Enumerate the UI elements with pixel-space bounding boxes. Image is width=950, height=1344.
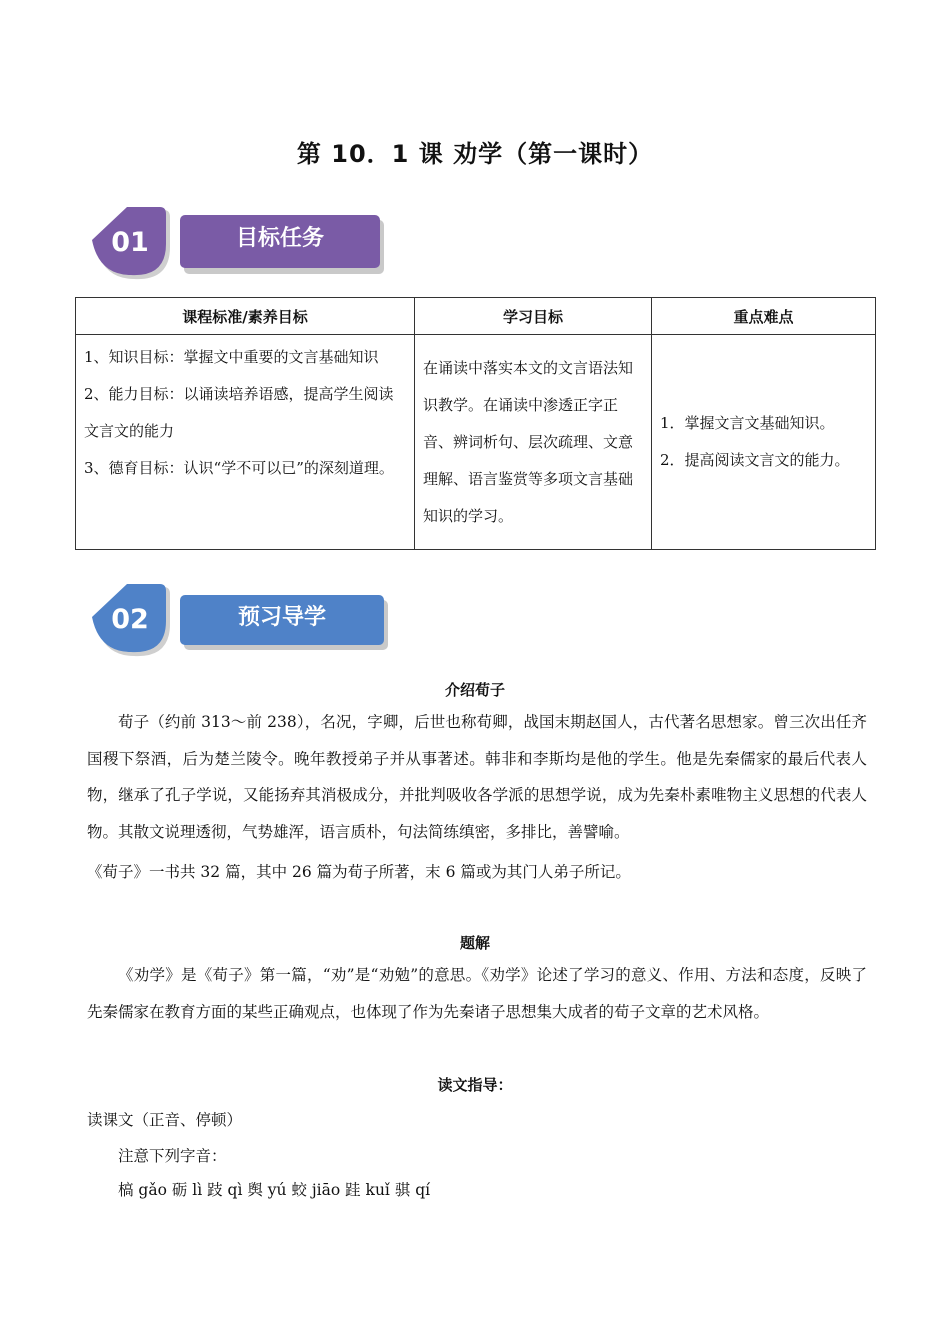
section-label-preview: 预习导学 [237,605,327,630]
table-header-row [76,298,876,335]
reading-line-2: 注意下列字音： [118,1147,227,1165]
tijie-heading: 题解 [459,934,490,952]
section-number-02: 02 [111,604,149,635]
section-badge-preview [90,584,400,664]
header-key-points: 重点难点 [652,298,876,335]
key-point-2: 2．提高阅读文言文的能力。 [660,451,850,469]
ability-goal: 2、能力目标：以诵读培养语感，提高学生阅读文言文的能力 [84,385,394,440]
intro-heading: 介绍荀子 [444,681,505,699]
reading-line-1: 读课文（正音、停顿） [87,1111,243,1129]
moral-goal: 3、德育目标：认识“学不可以已”的深刻道理。 [84,459,394,477]
header-standards: 课程标准/素养目标 [76,298,415,335]
learning-goals-cell: 在诵读中落实本文的文言语法知识教学。在诵读中渗透正字正音、辨词析句、层次疏理、文意理解、语言鉴赏等多项文言基础知识的学习。 [415,335,652,550]
key-point-1: 1．掌握文言文基础知识。 [660,414,835,432]
section-label-goals: 目标任务 [235,226,325,251]
intro-note: 《荀子》一书共 32 篇，其中 26 篇为荀子所著，末 6 篇或为其门人弟子所记。 [87,863,631,881]
header-learning-goals: 学习目标 [415,298,652,335]
reading-line-3: 槁 gǎo 砺 lì 跂 qì 舆 yú 蛟 jiāo 跬 kuǐ 骐 qí [118,1181,431,1199]
section-badge-goals [90,207,400,287]
standards-cell [76,335,415,550]
section-number-01: 01 [111,227,149,258]
reading-heading: 读文指导： [437,1076,513,1094]
tijie-paragraph: 《劝学》是《荀子》第一篇，“劝”是“劝勉”的意思。《劝学》论述了学习的意义、作用、方法和态度，反映了先秦儒家在教育方面的某些正确观点，也体现了作为先秦诸子思想集大成者的荀子文章的艺术风格。 [87,966,867,1021]
table-row [76,335,876,550]
knowledge-goal: 1、知识目标：掌握文中重要的文言基础知识 [84,348,379,366]
key-points-cell [652,335,876,550]
page-title: 第 10．1 课 劝学（第一课时） [296,140,654,168]
intro-paragraph: 荀子（约前 313～前 238），名况，字卿，后世也称荀卿，战国末期赵国人，古代著名思想家。曾三次出任齐国稷下祭酒，后为楚兰陵令。晚年教授弟子并从事著述。韩非和李斯均是他的学生。他是先秦儒家的最后代表人物，继承了孔子学说，又能扬弃其消极成分，并批判吸收各学派的思想学说，成为先秦朴素唯物主义思想的代表人物。其散文说理透彻，气势雄浑，语言质朴，句法简练缜密，多排比，善譬喻。 [87,713,867,841]
goals-table [75,297,876,550]
